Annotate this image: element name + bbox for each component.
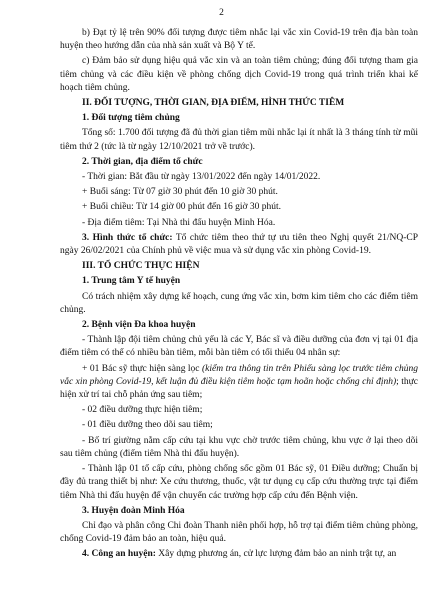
schedule-morning: + Buổi sáng: Từ 07 giờ 30 phút đến 10 giờ 30 phút. bbox=[82, 187, 278, 198]
hospital-doctor bbox=[60, 363, 418, 403]
page-number: 2 bbox=[219, 8, 224, 18]
subsection-3-4-label: 4. Công an huyện: bbox=[82, 549, 156, 560]
objective-c: c) Đảm bảo sử dụng hiệu quả vắc xin và an toàn tiêm chủng; đúng đối tượng tham gia tiêm chủng và các điều kiện về phòng chống dịch Covid-19 trong quá trình triển khai kế hoạch tiêm chủng. bbox=[60, 56, 418, 93]
hospital-team: - Thành lập đội tiêm chủng chủ yếu là các Y, Bác sĩ và điều dưỡng của đơn vị tại 01 địa điểm tiêm có thể có nhiều bàn tiêm, mỗi bàn tiêm có tối thiểu 04 nhân sự: bbox=[60, 335, 418, 359]
subsection-3-4-text: Xây dựng phương án, cử lực lượng đảm bảo an ninh trật tự, an bbox=[155, 549, 397, 560]
schedule-time: - Thời gian: Bắt đầu từ ngày 13/01/2022 đến ngày 14/01/2022. bbox=[82, 172, 321, 183]
subsection-2-1-text: Tổng số: 1.700 đối tượng đã đủ thời gian tiêm mũi nhắc lại ít nhất là 3 tháng tính từ mũi tiêm thứ 2 (tức là từ ngày 12/10/2021 trở về trước). bbox=[60, 128, 418, 152]
subsection-2-3-text: Tổ chức tiêm theo thứ tự ưu tiên theo Nghị quyết 21/NQ-CP ngày 26/02/2021 của Chính phủ về việc mua và sử dụng vắc xin phòng Covid-19. bbox=[60, 232, 418, 257]
section-2-heading: II. ĐỐI TƯỢNG, THỜI GIAN, ĐỊA ĐIỂM, HÌNH THỨC TIÊM bbox=[82, 98, 345, 109]
hospital-nurses-inject: - 02 điều dưỡng thực hiện tiêm; bbox=[82, 405, 203, 416]
subsection-3-1-heading: 1. Trung tâm Y tế huyện bbox=[82, 276, 181, 287]
subsection-3-1-text: Có trách nhiệm xây dựng kế hoạch, cung ứng vắc xin, bơm kim tiêm cho các điểm tiêm chủng. bbox=[60, 291, 418, 315]
subsection-3-3-text: Chỉ đạo và phân công Chi đoàn Thanh niên phối hợp, hỗ trợ tại điểm tiêm chủng phòng, chống Covid-19 đảm bảo an toàn, hiệu quả. bbox=[60, 520, 418, 545]
document-body bbox=[60, 27, 418, 564]
schedule-afternoon: + Buổi chiều: Từ 14 giờ 00 phút đến 16 giờ 30 phút. bbox=[82, 202, 282, 213]
subsection-2-3-label: 3. Hình thức tổ chức: bbox=[82, 232, 173, 243]
subsection-3-4 bbox=[60, 548, 418, 561]
subsection-2-1-heading: 1. Đối tượng tiêm chủng bbox=[82, 113, 180, 124]
objective-b: b) Đạt tỷ lệ trên 90% đối tượng được tiêm nhắc lại vắc xin Covid-19 trên địa bàn toàn huyện theo hướng dẫn của nhà sản xuất và Bộ Y tế. bbox=[60, 28, 418, 52]
subsection-3-3-heading: 3. Huyện đoàn Minh Hóa bbox=[82, 505, 185, 516]
schedule-location: - Địa điểm tiêm: Tại Nhà thi đấu huyện Minh Hóa. bbox=[82, 217, 276, 228]
subsection-2-2-heading: 2. Thời gian, địa điểm tổ chức bbox=[82, 156, 203, 167]
subsection-3-2-heading: 2. Bệnh viện Đa khoa huyện bbox=[82, 320, 196, 331]
hospital-doctor-a: + 01 Bác sỹ thực hiện sàng lọc bbox=[82, 363, 202, 374]
hospital-emergency-team: - Thành lập 01 tổ cấp cứu, phòng chống sốc gồm 01 Bác sỹ, 01 Điều dưỡng; Chuẩn bị đầy đủ trang thiết bị như: Xe cứu thương, thuốc, vật tư dụng cụ cấp cứu thường trực tại điểm tiêm Nhà thi đấu huyện để vận chuyển các trường hợp cấp cứu đến Bệnh viện. bbox=[60, 464, 418, 501]
section-3-heading: III. TỔ CHỨC THỰC HIỆN bbox=[82, 261, 200, 272]
subsection-2-3 bbox=[60, 232, 418, 258]
hospital-beds: - Bố trí giường nằm cấp cứu tại khu vực chờ trước tiêm chủng, khu vực ở lại theo dõi sau tiêm chủng (điểm tiêm Nhà thi đấu huyện). bbox=[60, 435, 418, 459]
hospital-doctor-italic: (kiểm tra thông tin trên Phiếu sàng lọc trước tiêm chủng vắc xin phòng Covid-19, kết luận đủ điều kiện tiêm hoặc tạm hoãn hoặc chống chỉ định) bbox=[60, 363, 418, 387]
hospital-nurse-monitor: - 01 điều dưỡng theo dõi sau tiêm; bbox=[82, 420, 213, 431]
hospital-doctor-b: ; thực hiện xử trí tai chỗ phản ứng sau tiêm; bbox=[60, 376, 418, 401]
